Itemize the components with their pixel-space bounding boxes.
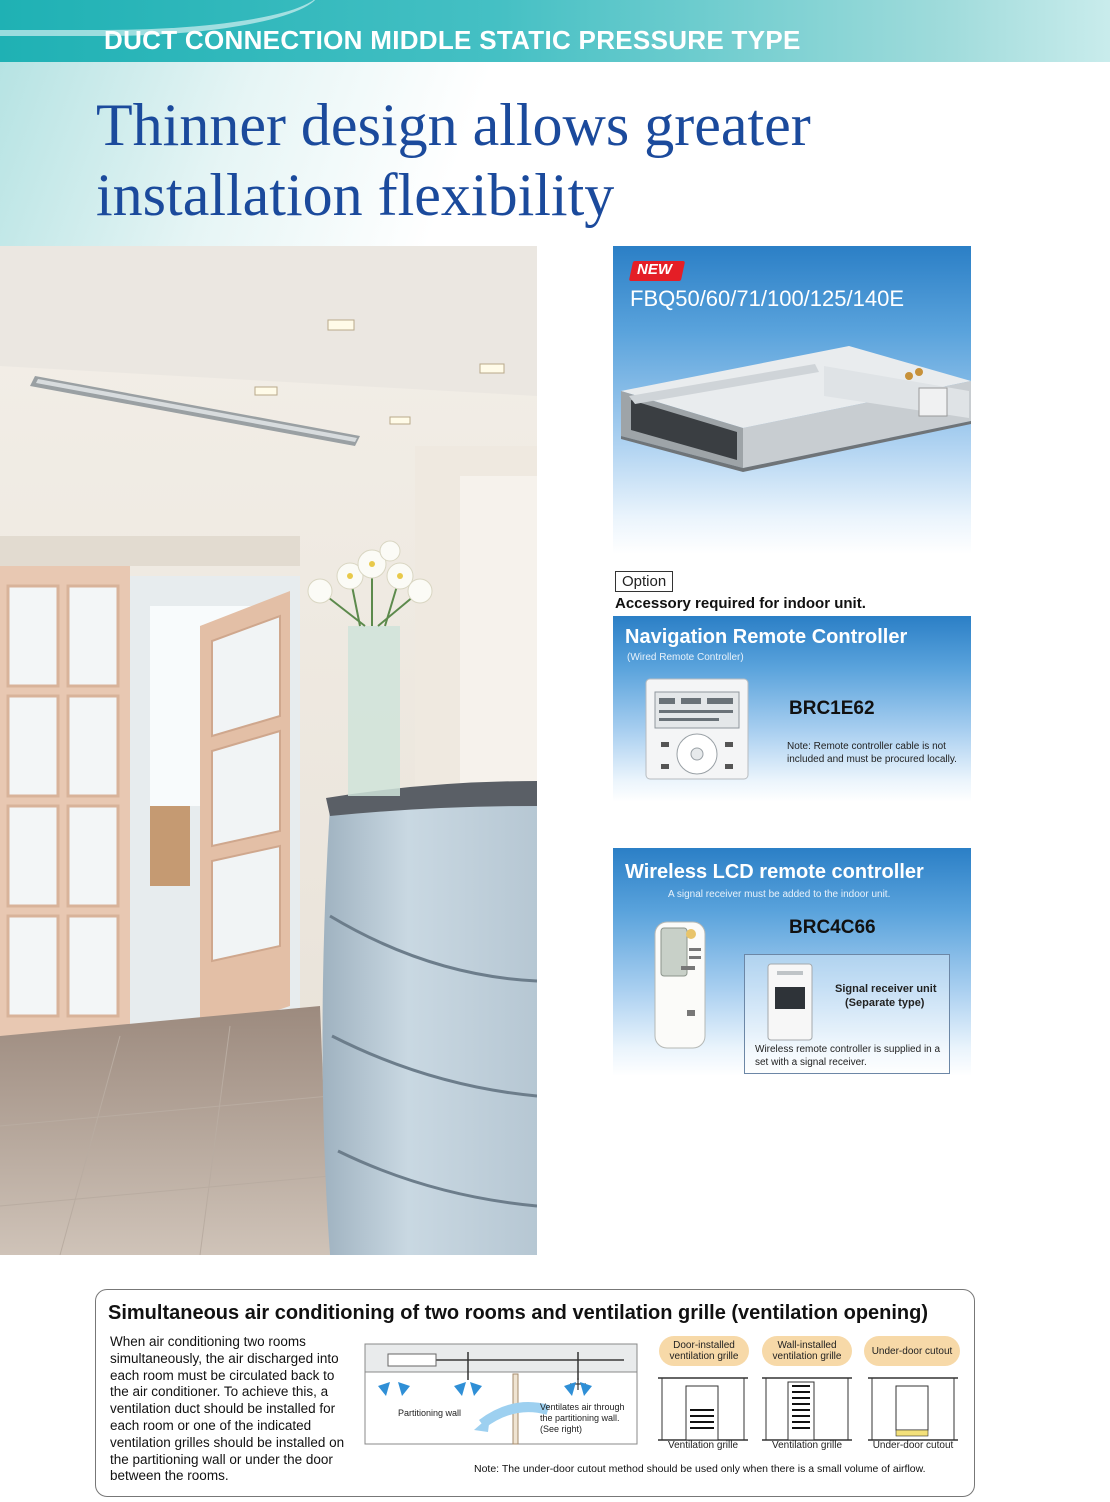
section-title: DUCT CONNECTION MIDDLE STATIC PRESSURE TYPE — [104, 25, 801, 55]
duct-unit-image — [619, 336, 971, 476]
wired-remote-controller-image — [645, 678, 749, 780]
room-interior-illustration — [0, 246, 537, 1255]
navigation-controller-subtitle: (Wired Remote Controller) — [627, 652, 744, 663]
signal-receiver-image — [767, 963, 813, 1041]
vent-note-line3: (See right) — [540, 1424, 583, 1434]
wall-grille-caption: Ventilation grille — [771, 1440, 843, 1451]
main-title — [96, 90, 996, 230]
product-model: FBQ50/60/71/100/125/140E — [630, 286, 904, 311]
wall-grille-pill: Wall-installed ventilation grille — [762, 1336, 852, 1366]
door-grille-caption: Ventilation grille — [667, 1440, 739, 1451]
door-grille-pill: Door-installed ventilation grille — [659, 1336, 749, 1366]
signal-receiver-box — [744, 954, 950, 1074]
new-badge-label: NEW — [637, 261, 672, 278]
ventilation-note: Note: The under-door cutout method should be used only when there is a small volume of airflow. — [474, 1463, 926, 1475]
main-title-line1: Thinner design allows greater — [96, 92, 811, 158]
navigation-controller-panel — [613, 616, 971, 802]
ventilation-heading: Simultaneous air conditioning of two rooms and ventilation grille (ventilation opening) — [108, 1302, 929, 1324]
wireless-controller-model: BRC4C66 — [789, 917, 876, 938]
header-band — [0, 0, 1110, 62]
signal-receiver-label-line2: (Separate type) — [845, 997, 925, 1009]
navigation-controller-title: Navigation Remote Controller — [625, 626, 908, 648]
option-caption: Accessory required for indoor unit. — [615, 595, 866, 612]
ventilation-body-text: When air conditioning two rooms simultaneously, the air discharged into each room must be circulated back to the air conditioner. To achieve this, a ventilation duct should be installed for each room or one of the indicated ventilation grilles should be installed on the partitioning wall or under the door between the rooms. — [110, 1334, 345, 1484]
signal-receiver-label-line1: Signal receiver unit — [835, 983, 937, 995]
option-label: Option — [615, 571, 673, 592]
room-interior-photo — [0, 246, 537, 1255]
wall-grille-diagram — [760, 1372, 854, 1442]
main-title-line2: installation flexibility — [96, 162, 615, 228]
signal-receiver-note: Wireless remote controller is supplied in a set with a signal receiver. — [755, 1044, 941, 1068]
under-door-cutout-caption: Under-door cutout — [872, 1440, 954, 1451]
vent-note-line1: Ventilates air through — [540, 1402, 625, 1412]
wireless-remote-controller-image — [653, 920, 707, 1050]
wireless-controller-panel — [613, 848, 971, 1076]
wireless-controller-subtitle: A signal receiver must be added to the indoor unit. — [668, 889, 891, 900]
under-door-cutout-diagram — [866, 1372, 960, 1442]
navigation-controller-model: BRC1E62 — [789, 698, 875, 719]
under-door-cutout-pill: Under-door cutout — [864, 1336, 960, 1366]
product-panel — [613, 246, 971, 554]
wireless-controller-title: Wireless LCD remote controller — [625, 861, 924, 883]
navigation-controller-note: Note: Remote controller cable is not included and must be procured locally. — [787, 741, 957, 765]
partition-label: Partitioning wall — [398, 1408, 462, 1418]
vent-note-line2: the partitioning wall. — [540, 1413, 620, 1423]
door-grille-diagram — [656, 1372, 750, 1442]
airflow-diagram — [364, 1340, 640, 1450]
ventilation-section — [95, 1289, 975, 1497]
